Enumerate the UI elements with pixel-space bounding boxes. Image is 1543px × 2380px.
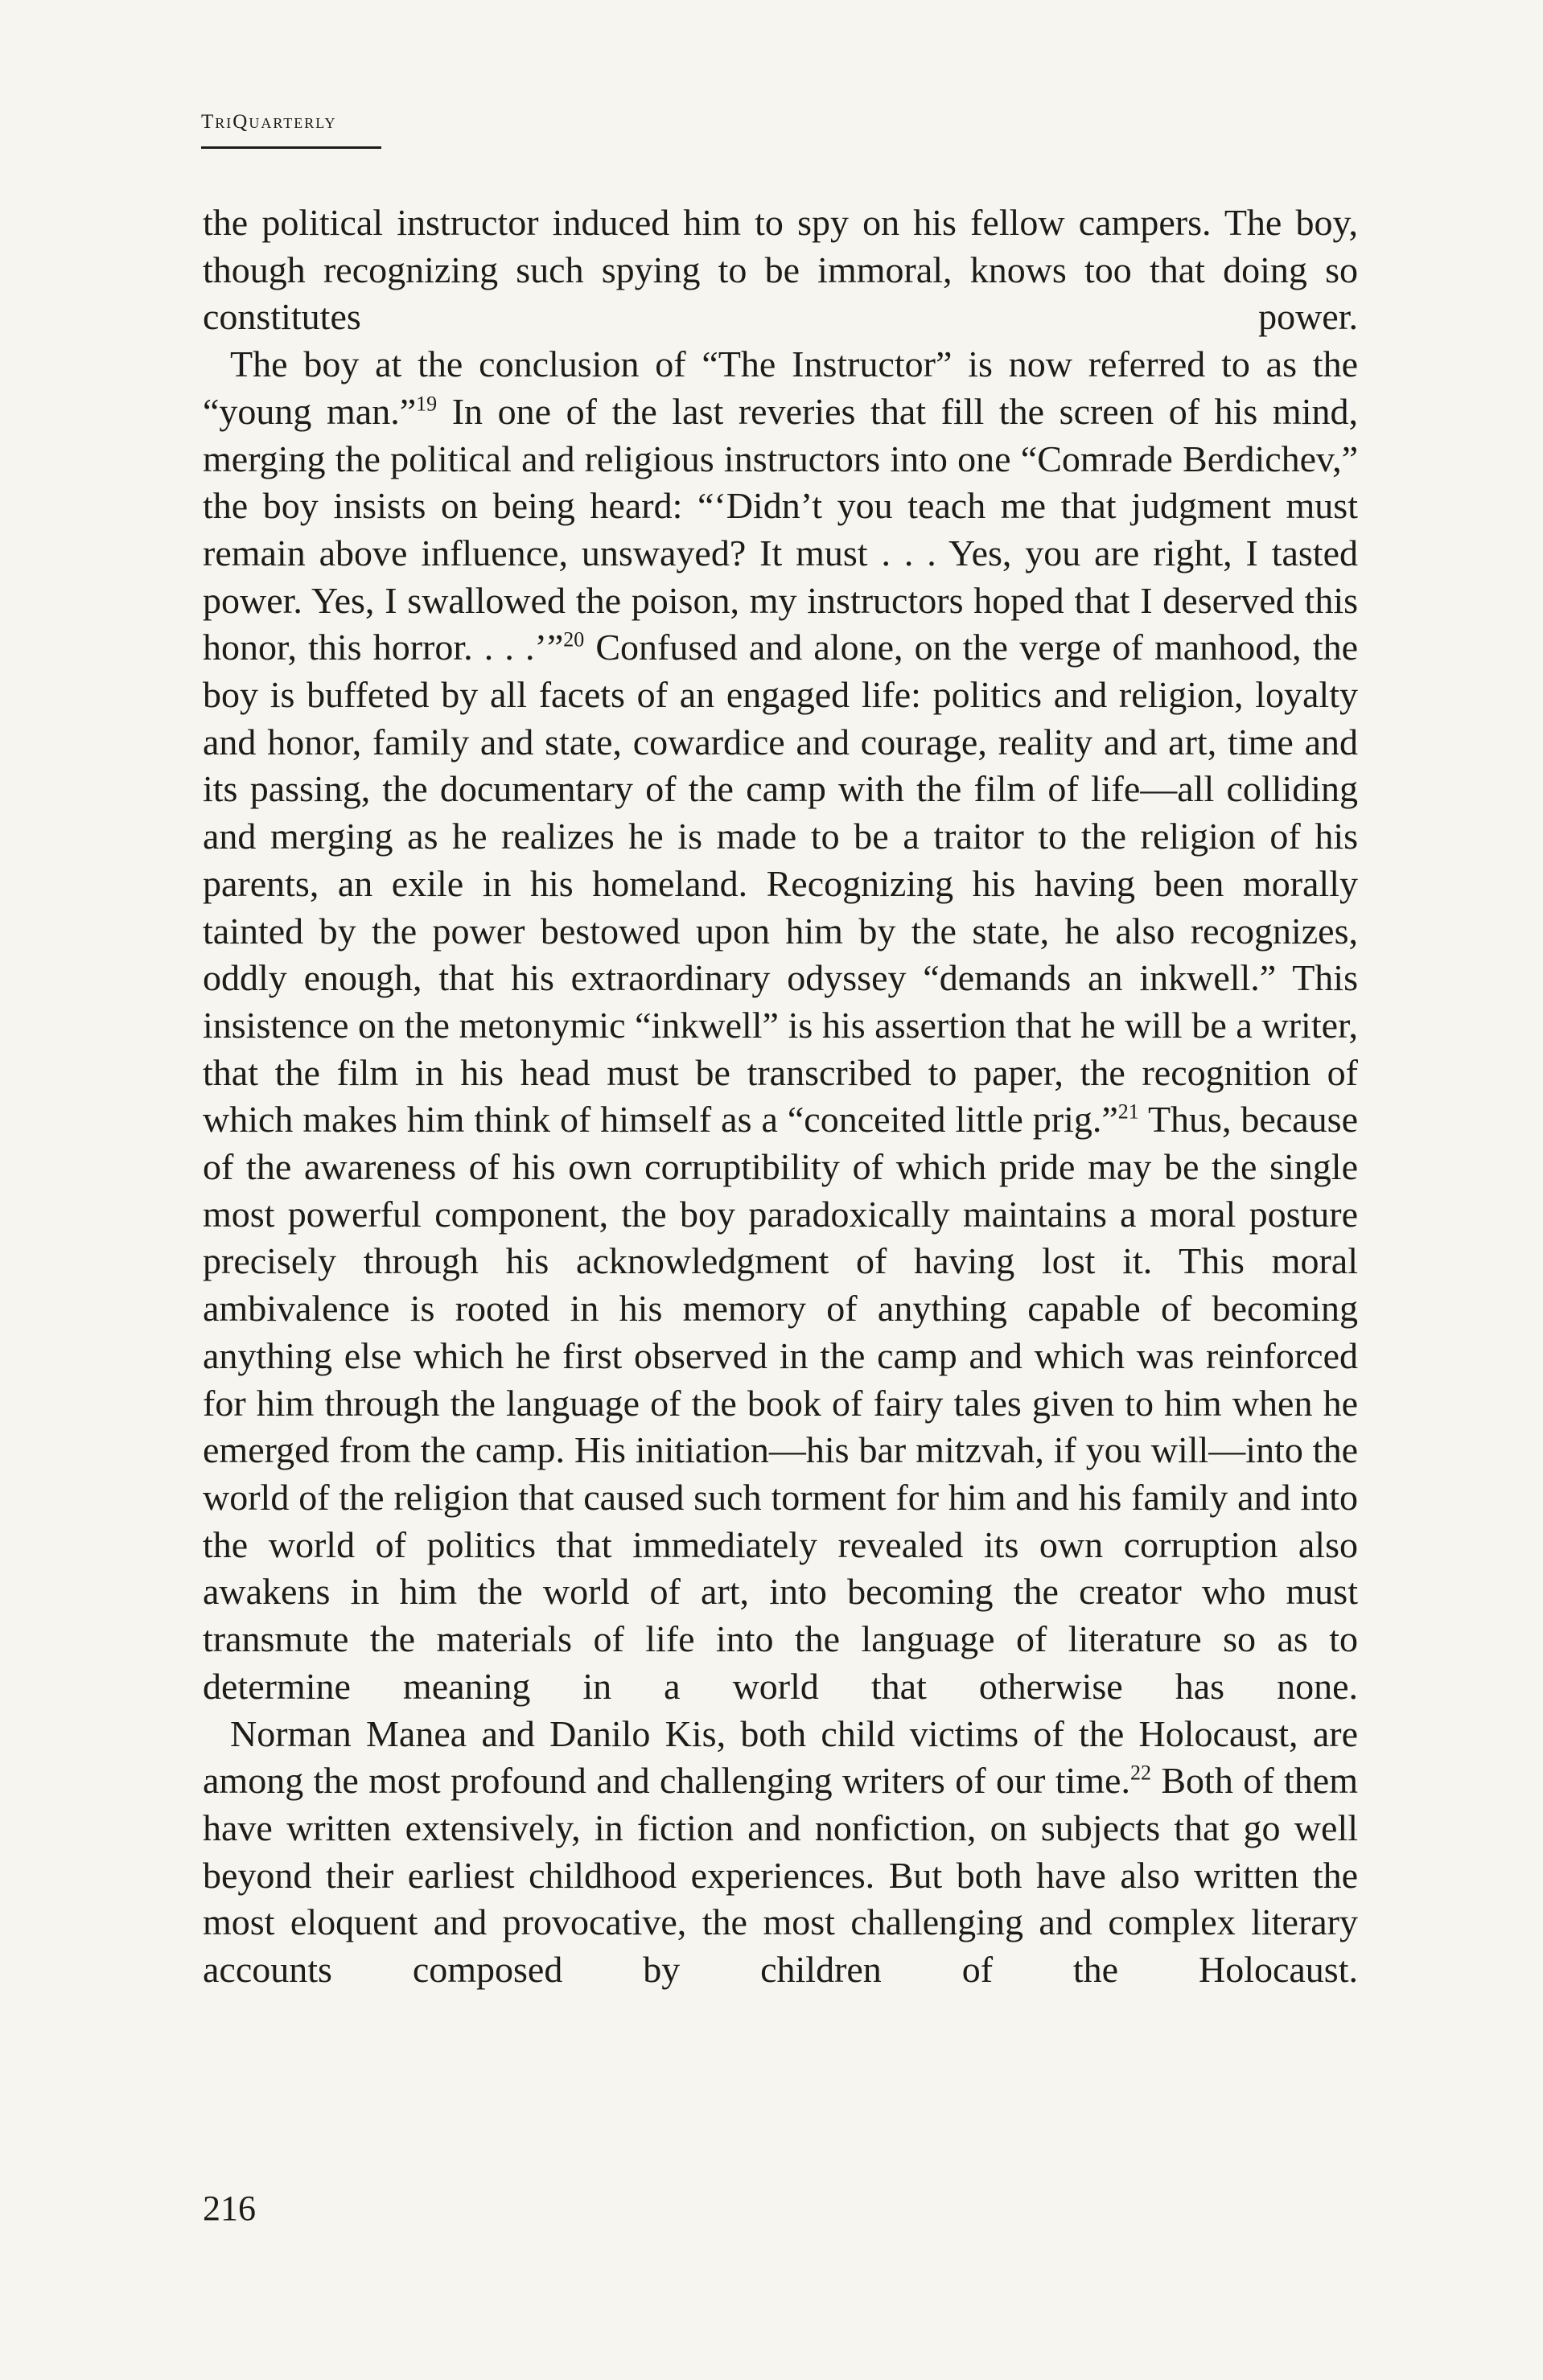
paragraph-1 [203, 199, 1358, 341]
paragraph-text: The boy at the conclusion of “The Instructor” is now referred to as the “young man.” [203, 343, 1358, 432]
paragraph-text: Thus, because of the awareness of his own corruptibility of which pride may be the single most powerful component, the boy paradoxically maintains a moral posture precisely through his acknowledgment of having lost it. This moral ambivalence is rooted in his memory of anything capable of becoming anything else which he first observed in the camp and which was reinforced for him through the language of the book of fairy tales given to him when he emerged from the camp. His initiation—his bar mitzvah, if you will—into the world of the religion that caused such torment for him and his family and into the world of politics that immediately revealed its own corruption also awakens in him the world of art, into becoming the creator who must transmute the materials of life into the language of literature so as to determine meaning in a world that otherwise has none. [203, 1099, 1358, 1707]
paragraph-text: Both of them have written extensively, in fiction and nonfiction, on subjects that go well beyond their earliest childhood experiences. But both have also written the most eloquent and provocative, the most challenging and complex literary accounts composed by children of the Holocaust. [203, 1760, 1358, 1991]
paragraph-text: In one of the last reveries that fill the screen of his mind, merging the political and religious instructors into one “Comrade Berdichev,” the boy insists on being heard: “‘Didn’t you teach me that judgment must remain above influence, unswayed? It must . . . Yes, you are right, I tasted power. Yes, I swallowed the poison, my instructors hoped that I deserved this honor, this horror. . . .’” [203, 390, 1358, 668]
paragraph-text: Confused and alone, on the verge of manhood, the boy is buffeted by all facets of an engaged life: politics and religion, loyalty and honor, family and state, cowardice and courage, reality and art, time and its passing, the documentary of the camp with the film of life—all colliding and merging as he realizes he is made to be a traitor to the religion of his parents, an exile in his homeland. Recognizing his having been morally tainted by the power bestowed upon him by the state, he also recognizes, oddly enough, that his extraordinary odyssey “demands an inkwell.” This insistence on the metonymic “inkwell” is his assertion that he will be a writer, that the film in his head must be transcribed to paper, the recognition of which makes him think of himself as a “conceited little prig.” [203, 627, 1358, 1141]
paragraph-2 [203, 341, 1358, 1710]
footnote-ref-22[interactable]: 22 [1129, 1761, 1151, 1785]
paragraph-text: Norman Manea and Danilo Kis, both child victims of the Holocaust, are among the most profound and challenging writers of our time. [203, 1712, 1358, 1802]
page-number: 216 [203, 2189, 256, 2228]
paragraph-3 [203, 1711, 1358, 1994]
footnote-ref-21[interactable]: 21 [1117, 1100, 1139, 1124]
running-head: TriQuarterly [201, 111, 337, 133]
footnote-ref-20[interactable]: 20 [563, 628, 585, 652]
running-head-rule [201, 146, 381, 149]
body-text [203, 199, 1358, 1994]
paragraph-text: the political instructor induced him to spy on his fellow campers. The boy, though recognizing such spying to be immoral, knows too that doing so constitutes power. [203, 202, 1358, 338]
footnote-ref-19[interactable]: 19 [416, 392, 438, 416]
